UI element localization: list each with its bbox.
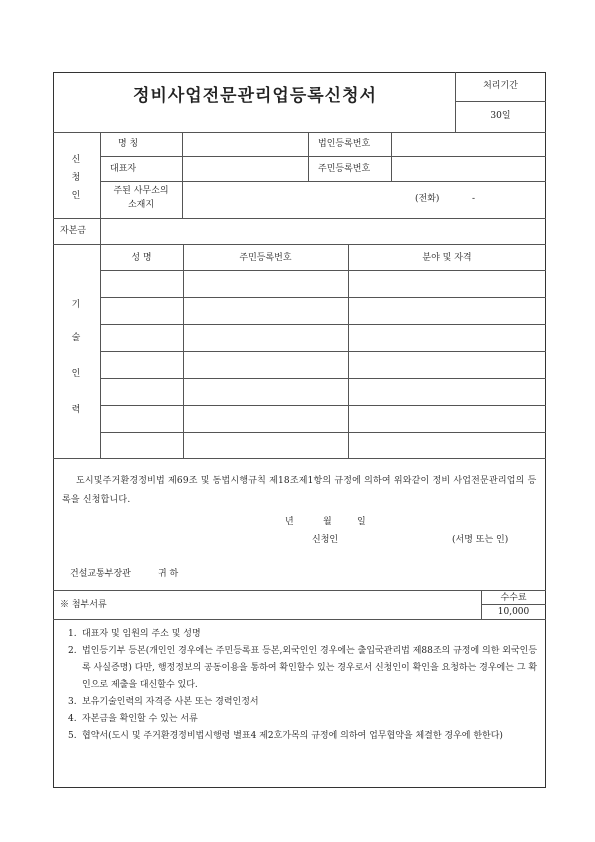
divider [53, 218, 546, 219]
list-item-text: 보유기술인력의 자격증 사본 또는 경력인정서 [82, 697, 259, 707]
col-name-header: 성 명 [131, 253, 152, 263]
divider [100, 181, 546, 182]
divider [182, 132, 183, 218]
name-label: 명 칭 [118, 139, 139, 149]
attachments-header: ※ 첨부서류 [60, 600, 107, 610]
list-item-number: 4. [68, 714, 77, 724]
list-item [68, 626, 543, 643]
divider [100, 156, 546, 157]
table-row [100, 270, 546, 271]
divider [308, 132, 309, 181]
list-item-text: 대표자 및 임원의 주소 및 성명 [82, 629, 201, 639]
divider [53, 132, 546, 133]
list-item [68, 643, 543, 694]
sign-or-seal: (서명 또는 인) [452, 535, 509, 545]
col-resident-header: 주민등록번호 [239, 253, 292, 263]
declaration-text: 도시및주거환경정비법 제69조 및 동법시행규칙 제18조제1항의 규정에 의하여 위와같이 정비 사업전문관리업의 등록을 신청합니다. [62, 476, 537, 505]
table-row [100, 297, 546, 298]
divider [100, 218, 101, 244]
fee-value: 10,000 [497, 607, 530, 617]
capital-label: 자본금 [60, 226, 87, 236]
applicant-sign-label: 신청인 [312, 535, 339, 545]
technicians-label-3: 인 [71, 369, 81, 379]
resident-reg-label: 주민등록번호 [318, 164, 371, 174]
list-item [68, 694, 543, 711]
divider [53, 619, 546, 620]
divider [53, 458, 546, 459]
date-year: 년 [285, 517, 294, 527]
table-row [100, 405, 546, 406]
phone-label: (전화) [415, 194, 440, 204]
list-item-number: 2. [68, 646, 77, 656]
date-month: 월 [323, 517, 332, 527]
office-label-line1: 주된 사무소의 [113, 186, 169, 196]
divider [481, 604, 546, 605]
list-item-number: 5. [68, 731, 77, 741]
honorific-label: 귀 하 [158, 569, 179, 579]
list-item [68, 728, 543, 762]
applicant-label-3: 인 [71, 191, 81, 201]
form-title: 정비사업전문관리업등록신청서 [133, 86, 377, 106]
divider [53, 590, 546, 591]
recipient-label: 건설교통부장관 [70, 569, 131, 579]
applicant-label-1: 신 [71, 155, 81, 165]
divider [455, 101, 546, 102]
corp-reg-label: 법인등록번호 [318, 139, 371, 149]
divider [53, 244, 546, 245]
list-item-number: 3. [68, 697, 77, 707]
list-item-text: 협약서(도시 및 주거환경정비법시행령 별표4 제2호가목의 규정에 의하여 업무협약을 체결한 경우에 한한다) [82, 731, 503, 741]
representative-label: 대표자 [110, 164, 137, 174]
fee-label: 수수료 [500, 593, 527, 603]
table-row [100, 324, 546, 325]
technicians-label-1: 기 [71, 300, 81, 310]
phone-dash: - [472, 194, 476, 204]
processing-period-value: 30일 [490, 111, 511, 121]
list-item-text: 자본금을 확인할 수 있는 서류 [82, 714, 198, 724]
list-item-number: 1. [68, 629, 77, 639]
technicians-label-2: 술 [71, 333, 81, 343]
processing-period-label: 처리기간 [483, 81, 518, 91]
table-row [100, 351, 546, 352]
date-day: 일 [357, 517, 366, 527]
divider [391, 132, 392, 181]
list-item-text: 법인등기부 등본(개인인 경우에는 주민등록표 등본,외국인인 경우에는 출입국관리법 제88조의 규정에 의한 외국인등록 사실증명) 다만, 행정정보의 공동이용을 통하여 확인할수 있는 경우로서 신청인이 확인을 요청하는 경우에는 그 확인으로 제출을 대신할수 있다. [82, 646, 538, 690]
table-row [100, 432, 546, 433]
technicians-label-4: 력 [71, 405, 81, 415]
table-row [100, 378, 546, 379]
office-label-line2: 소재지 [127, 200, 155, 210]
col-field-header: 분야 및 자격 [422, 253, 472, 263]
list-item [68, 711, 543, 728]
applicant-label-2: 청 [71, 173, 81, 183]
